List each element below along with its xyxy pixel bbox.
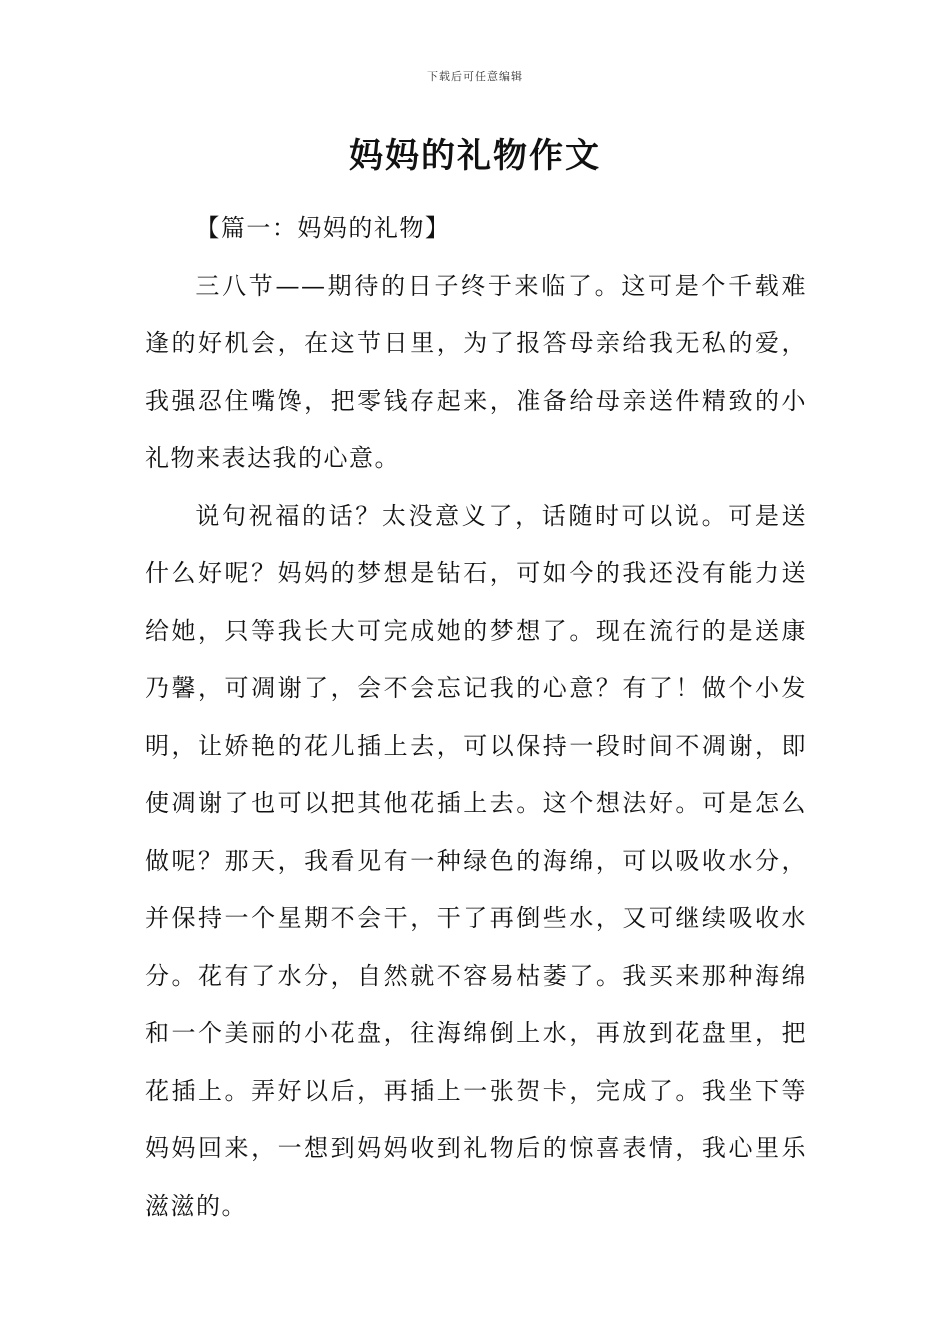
- section-heading: 【篇一：妈妈的礼物】: [195, 214, 451, 242]
- paragraph-1: 三八节——期待的日子终于来临了。这可是个千载难逢的好机会，在这节日里，为了报答母亲给我无私的爱，我强忍住嘴馋，把零钱存起来，准备给母亲送件精致的小礼物来表达我的心意。: [145, 271, 807, 472]
- document-body: [145, 200, 807, 1235]
- paragraph-2: 说句祝福的话？太没意义了，话随时可以说。可是送什么好呢？妈妈的梦想是钻石，可如今的我还没有能力送给她，只等我长大可完成她的梦想了。现在流行的是送康乃馨，可凋谢了，会不会忘记我的心意？有了！做个小发明，让娇艳的花儿插上去，可以保持一段时间不凋谢，即使凋谢了也可以把其他花插上去。这个想法好。可是怎么做呢？那天，我看见有一种绿色的海绵，可以吸收水分，并保持一个星期不会干，干了再倒些水，又可继续吸收水分。花有了水分，自然就不容易枯萎了。我买来那种海绵和一个美丽的小花盘，往海绵倒上水，再放到花盘里，把花插上。弄好以后，再插上一张贺卡，完成了。我坐下等妈妈回来，一想到妈妈收到礼物后的惊喜表情，我心里乐滋滋的。: [145, 501, 807, 1220]
- header-note: 下载后可任意编辑: [427, 70, 523, 83]
- document-title: 妈妈的礼物作文: [349, 136, 601, 176]
